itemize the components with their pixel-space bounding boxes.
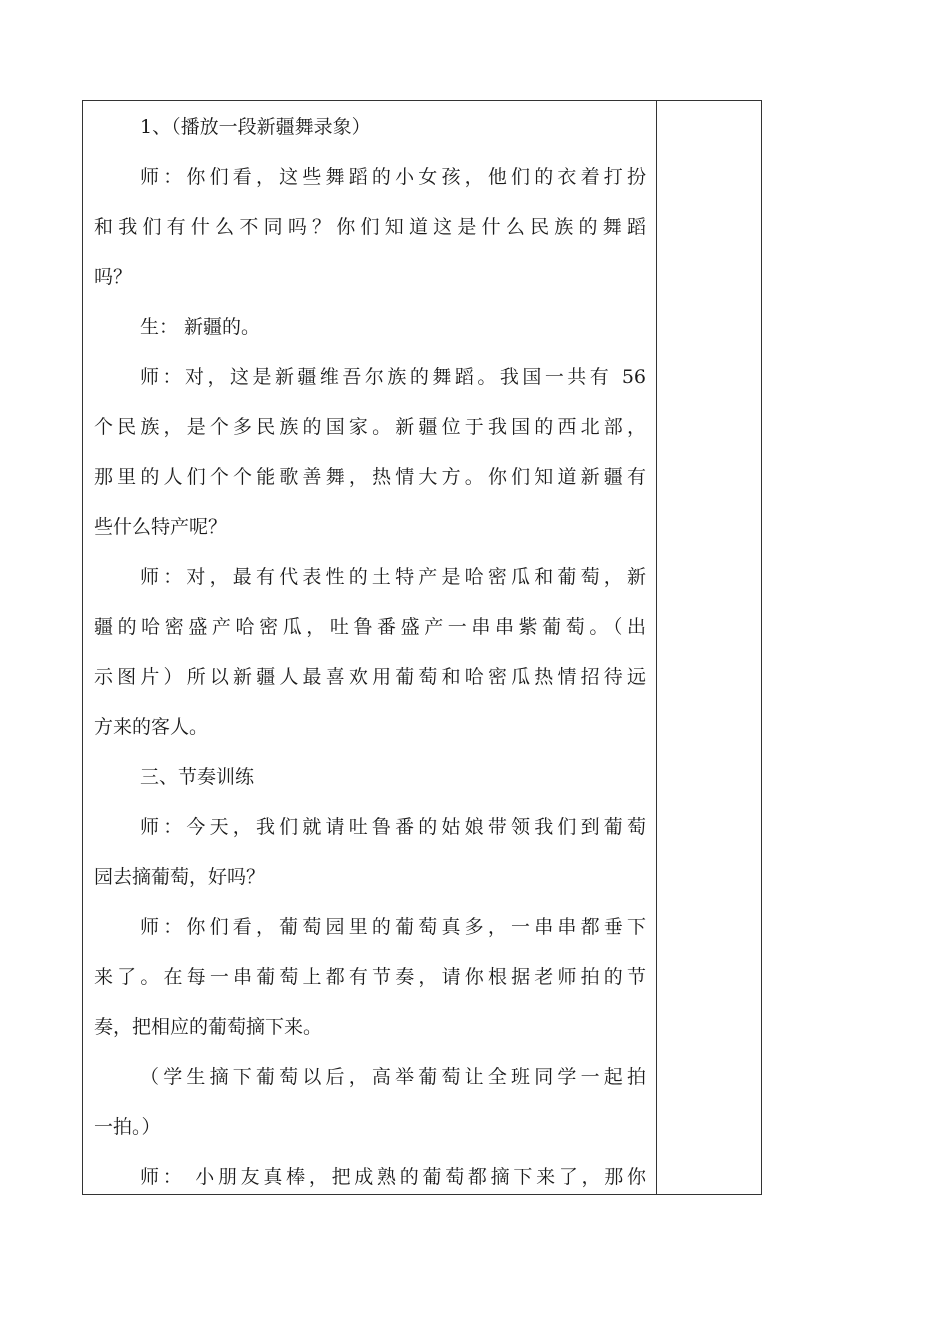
text-line: 师： 小朋友真棒，把成熟的葡萄都摘下来了，那你 <box>140 1166 646 1188</box>
text-line: 和我们有什么不同吗？你们知道这是什么民族的舞蹈 <box>94 216 646 238</box>
lesson-content-cell <box>83 101 657 1194</box>
text-line: 师：你们看，葡萄园里的葡萄真多，一串串都垂下 <box>140 916 646 938</box>
lesson-table <box>82 100 762 1195</box>
section-heading: 三、节奏训练 <box>140 766 255 788</box>
text-line: 个民族，是个多民族的国家。新疆位于我国的西北部， <box>94 416 646 438</box>
notes-cell <box>657 101 761 1194</box>
text-line: 来了。在每一串葡萄上都有节奏，请你根据老师拍的节 <box>94 966 646 988</box>
text-line: 示图片）所以新疆人最喜欢用葡萄和哈密瓜热情招待远 <box>94 666 646 688</box>
text-line: 些什么特产呢？ <box>94 516 228 538</box>
text-line: 生： 新疆的。 <box>140 316 261 338</box>
text-line: 奏，把相应的葡萄摘下来。 <box>94 1016 323 1038</box>
text-line: 1、（播放一段新疆舞录象） <box>140 116 371 138</box>
text-line: 那里的人们个个能歌善舞，热情大方。你们知道新疆有 <box>94 466 646 488</box>
text-line: 吗？ <box>94 266 133 288</box>
text-line: 师：对，这是新疆维吾尔族的舞蹈。我国一共有 56 <box>140 366 646 388</box>
text-line: 方来的客人。 <box>94 716 209 738</box>
text-line: 园去摘葡萄，好吗？ <box>94 866 266 888</box>
text-line: （学生摘下葡萄以后，高举葡萄让全班同学一起拍 <box>140 1066 646 1088</box>
text-line: 一拍。） <box>94 1116 161 1138</box>
text-line: 师：对，最有代表性的土特产是哈密瓜和葡萄，新 <box>140 566 646 588</box>
text-line: 师：今天，我们就请吐鲁番的姑娘带领我们到葡萄 <box>140 816 646 838</box>
text-line: 师：你们看，这些舞蹈的小女孩，他们的衣着打扮 <box>140 166 646 188</box>
text-line: 疆的哈密盛产哈密瓜，吐鲁番盛产一串串紫葡萄。（出 <box>94 616 646 638</box>
